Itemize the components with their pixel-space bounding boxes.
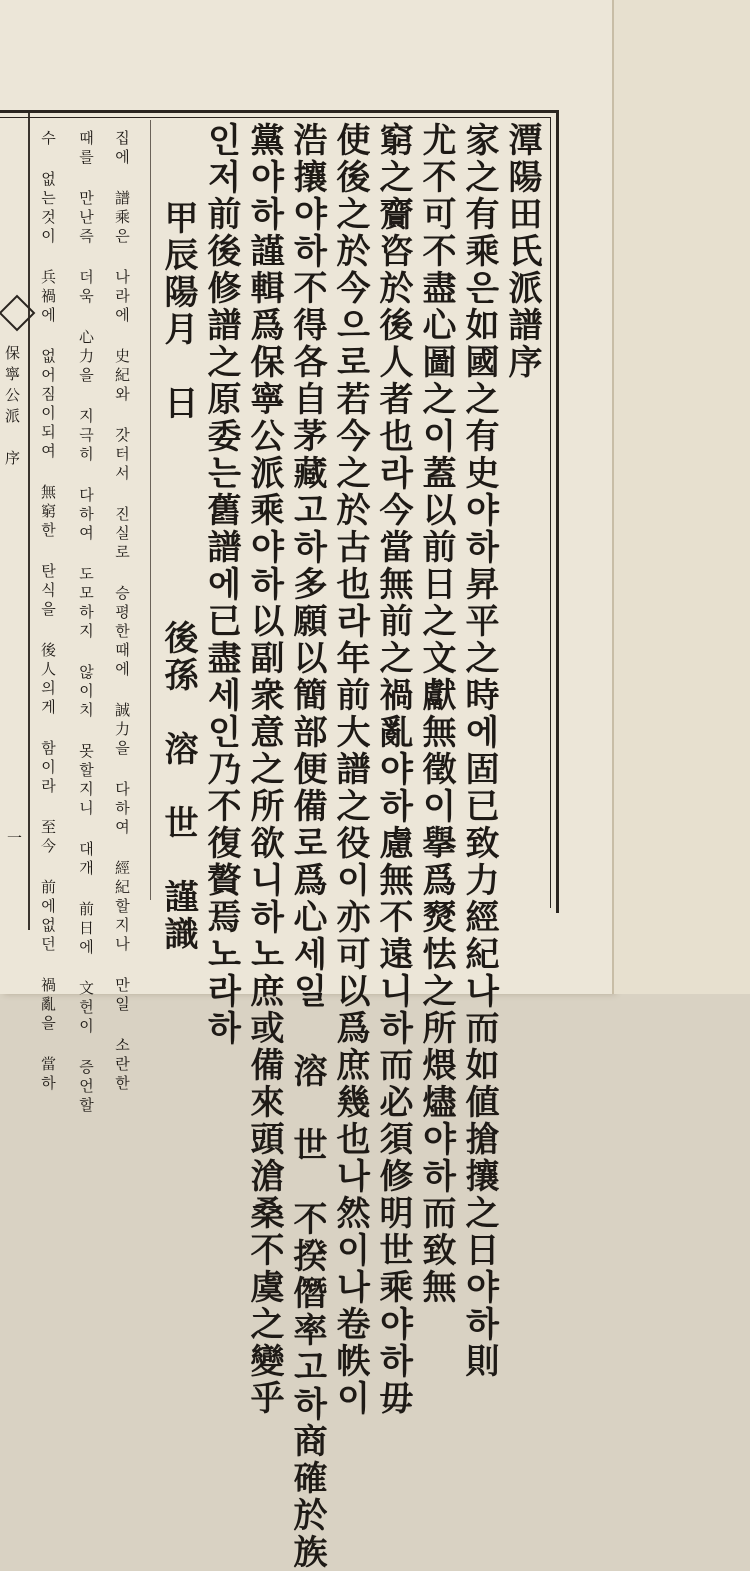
date-column: 甲辰陽月 日 <box>158 200 198 422</box>
text-column-2: 尤不可不盡心圖之이蓋以前日之文獻無徵이擧爲燹怯之所煨燼야하而致無 <box>416 122 456 1306</box>
right-page <box>612 0 750 994</box>
title-column: 潭陽田氏派譜序 <box>502 122 542 381</box>
korean-line-2: 때를 만난즉 더욱 心力을 지극히 다하여 도모하지 않이치 못할지니 대개 前日에 文헌이 증언할 <box>77 130 95 1116</box>
text-column-1: 家之有乘은如國之有史야하昇平之時에固已致力經紀나而如値搶攘之日야하則 <box>459 122 499 1380</box>
text-column-5: 浩攘야하不得各自茅藏고하多願以簡部便備로爲心세일 溶 世 不揆僭率고하商確於族 <box>287 122 327 1571</box>
side-label: 保寧公派 序 <box>3 345 21 471</box>
korean-line-3: 수 없는것이 兵禍에 없어짐이되여 無窮한 탄식을 後人의게 함이라 至今 前에없던 禍亂을 當하 <box>39 130 57 1094</box>
signature-column: 後孫 溶 世 謹識 <box>158 620 198 953</box>
text-column-3: 窮之齎咨於後人者也라今當無前之禍亂야하慮無不遠니하而必須修明世乘야하毋 <box>373 122 413 1417</box>
text-column-7: 인저前後修譜之原委는舊譜에已盡세인乃不復贅焉노라하 <box>201 122 241 1047</box>
column-divider <box>150 120 151 900</box>
text-column-6: 黨야하謹輯爲保寧公派乘야하以副衆意之所欲니하노庶或備來頭滄桑不虞之變乎 <box>244 122 284 1417</box>
page-number: 一 <box>5 830 23 851</box>
korean-line-1: 집에 譜乘은 나라에 史紀와 갓터서 진실로 승평한때에 誠力을 다하여 經紀할지나 만일 소란한 <box>113 130 131 1094</box>
text-column-4: 使後之於今으로若今之於古也라年前大譜之役이亦可以爲庶幾也나然이나卷帙이 <box>330 122 370 1417</box>
